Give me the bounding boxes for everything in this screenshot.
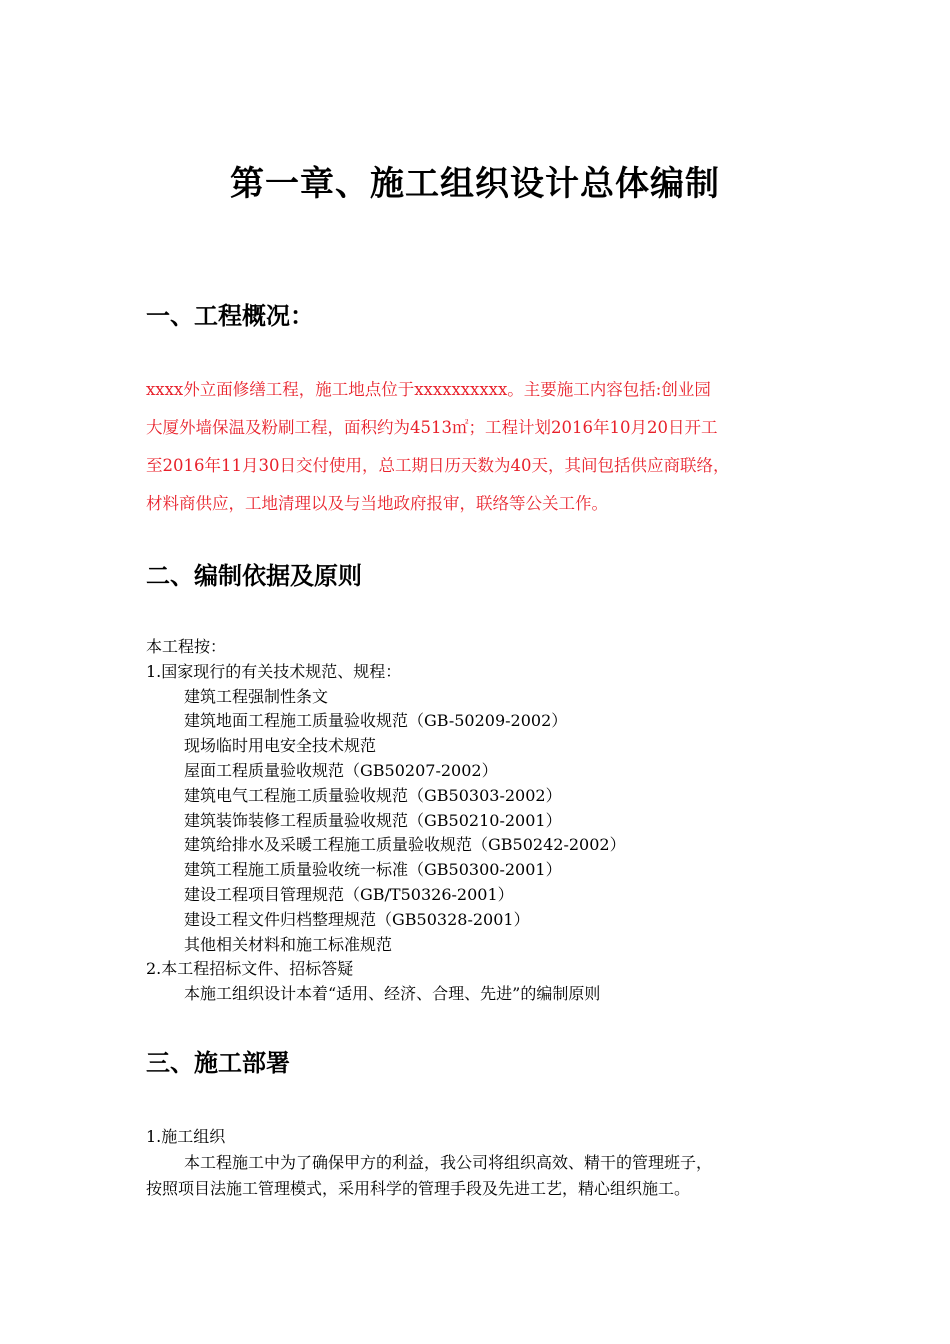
standard-item: 建筑地面工程施工质量验收规范（GB-50209-2002）: [184, 711, 568, 731]
basis-item-2: 2.本工程招标文件、招标答疑: [146, 959, 354, 979]
standard-item: 其他相关材料和施工标准规范: [184, 934, 393, 954]
overview-line: 至2016年11月30日交付使用，总工期日历天数为40天，其间包括供应商联络，: [146, 456, 730, 475]
deployment-subheading: 1.施工组织: [146, 1127, 226, 1146]
basis-list: [146, 635, 626, 1007]
basis-principle: 本施工组织设计本着“适用、经济、合理、先进”的编制原则: [184, 984, 601, 1004]
overview-paragraph: [146, 371, 826, 523]
section-heading-basis: 二、编制依据及原则: [146, 562, 362, 590]
deployment-paragraph-line: 本工程施工中为了确保甲方的利益，我公司将组织高效、精干的管理班子，: [184, 1153, 713, 1172]
standard-item: 建筑工程施工质量验收统一标准（GB50300-2001）: [184, 860, 562, 880]
basis-intro: 本工程按：: [146, 637, 227, 656]
overview-line: xxxx外立面修缮工程，施工地点位于xxxxxxxxxx。主要施工内容包括:创业园: [146, 380, 711, 399]
section-heading-overview: 一、工程概况：: [146, 302, 314, 330]
standard-item: 建筑装饰装修工程质量验收规范（GB50210-2001）: [184, 810, 562, 830]
basis-item-1: 1.国家现行的有关技术规范、规程：: [146, 661, 402, 681]
standard-item: 建筑电气工程施工质量验收规范（GB50303-2002）: [184, 785, 562, 805]
deployment-section: [146, 1124, 836, 1202]
overview-line: 大厦外墙保温及粉刷工程，面积约为4513㎡；工程计划2016年10月20日开工: [146, 418, 718, 437]
standard-item: 建设工程文件归档整理规范（GB50328-2001）: [184, 909, 530, 929]
deployment-paragraph-line: 按照项目法施工管理模式，采用科学的管理手段及先进工艺，精心组织施工。: [146, 1179, 691, 1198]
standard-item: 现场临时用电安全技术规范: [184, 736, 377, 756]
chapter-title: 第一章、施工组织设计总体编制: [230, 164, 720, 204]
standard-item: 建筑给排水及采暖工程施工质量验收规范（GB50242-2002）: [184, 835, 626, 855]
overview-line: 材料商供应，工地清理以及与当地政府报审，联络等公关工作。: [146, 494, 608, 513]
standard-item: 建设工程项目管理规范（GB/T50326-2001）: [184, 884, 514, 904]
standard-item: 建筑工程强制性条文: [184, 686, 329, 706]
standard-item: 屋面工程质量验收规范（GB50207-2002）: [184, 760, 498, 780]
section-heading-deployment: 三、施工部署: [146, 1049, 290, 1077]
